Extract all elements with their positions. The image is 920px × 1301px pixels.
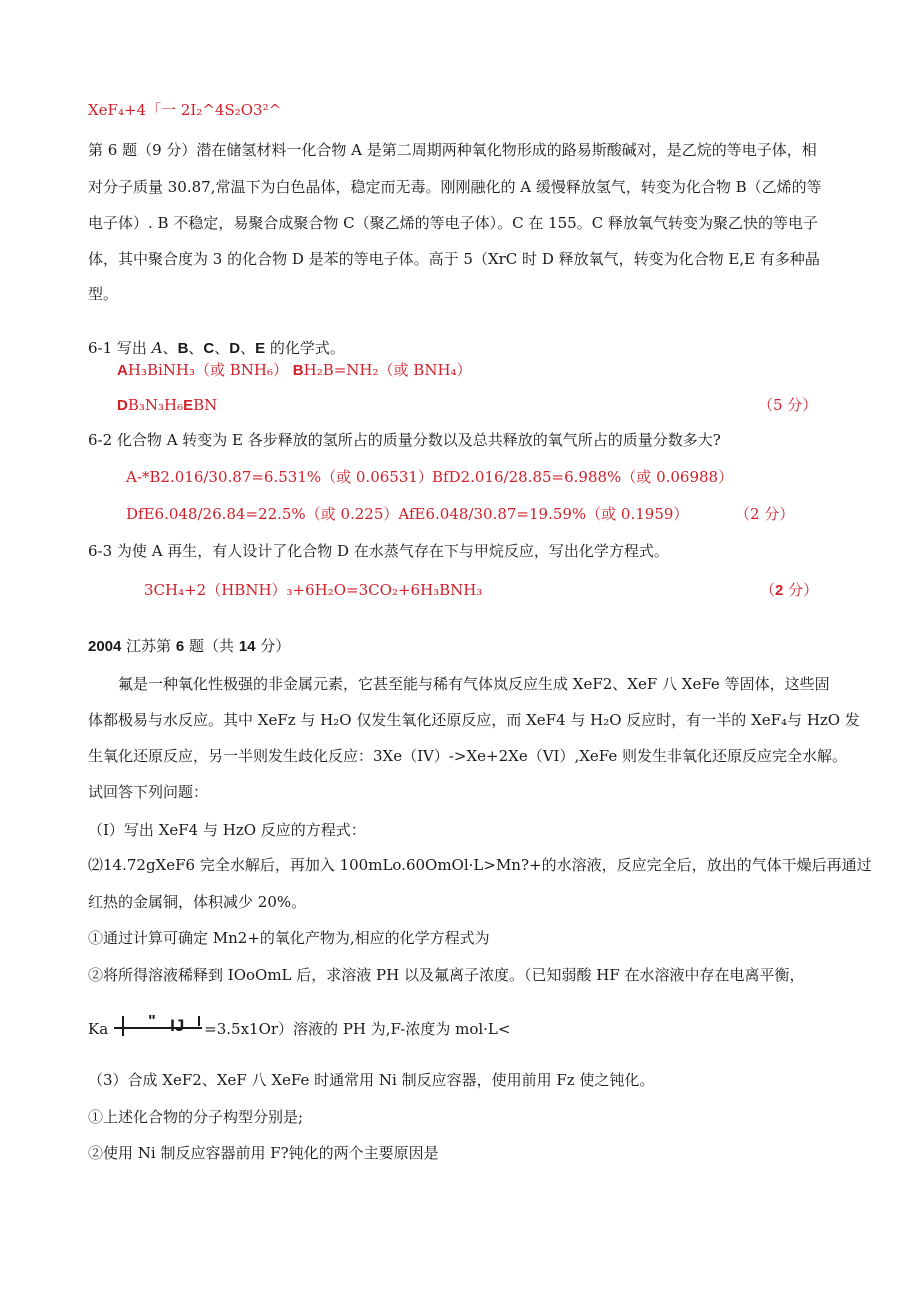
- text: 的化学式。: [265, 339, 345, 357]
- text: 电子体）. B 不稳定，易聚合成聚合物 C（聚乙烯的等电子体）。C 在 155。C 释放氧气转变为聚乙快的等电子: [88, 214, 818, 232]
- points: 14: [238, 638, 256, 655]
- text: 、: [240, 339, 256, 357]
- ka-expression-line: [88, 1013, 511, 1039]
- fraction-tick-right: [198, 1016, 200, 1026]
- question-6-3: [88, 541, 669, 561]
- text: A-*B2.016/30.87=6.531%（或 0.06531）: [126, 468, 433, 486]
- question-6-2: [88, 430, 721, 450]
- score-text: （: [760, 581, 776, 599]
- label-e: E: [255, 340, 266, 357]
- answer-6-3-equation: [144, 580, 482, 600]
- text: （3）合成 XeF2、XeF 八 XeFe 时通常用 Ni 制反应容器，使用前用 Fz 使之钝化。: [88, 1071, 655, 1089]
- text: 红热的金属铜，体积减少 20%。: [88, 893, 307, 911]
- question-6-1: [88, 338, 345, 359]
- label-b: B: [177, 340, 189, 357]
- part-2-sub-2: [88, 965, 805, 985]
- text: 体都极易与水反应。其中 XeFz 与 H₂O 仅发生氧化还原反应，而 XeF4 与 H₂O 反应时，有一半的 XeF₄与 HzO 发: [88, 711, 860, 729]
- question-6-paragraph-line-1: [88, 140, 817, 160]
- score-text: 分）: [783, 581, 819, 599]
- text: 生氧化还原反应，另一半则发生歧化反应：3Xe（IV）->Xe+2Xe（VI）,XeFe 则发生非氧化还原反应完全水解。: [88, 747, 848, 765]
- text: DfE6.048/26.84=22.5%（或 0.225）AfE6.048/30.87=19.59%（或 0.1959）: [126, 505, 689, 523]
- label-c: C: [203, 340, 215, 357]
- fluorine-paragraph-line-2: [88, 710, 860, 730]
- year: 2004: [88, 638, 122, 655]
- question-6-paragraph-line-4: [88, 249, 820, 269]
- fluorine-paragraph-line-4: [88, 782, 208, 802]
- score-6-2: [735, 504, 794, 524]
- text: 对分子质量 30.87,常温下为白色晶体，稳定而无毒。刚刚融化的 A 缓慢释放氢气，转变为化合物 B（乙烯的等: [88, 178, 822, 196]
- answer-6-2-b-to-d: [432, 467, 733, 487]
- text: 体，其中聚合度为 3 的化合物 D 是苯的等电子体。高于 5（XrC 时 D 释放氧气，转变为化合物 E,E 有多种晶: [88, 250, 820, 268]
- fluorine-paragraph-line-3: [88, 746, 847, 766]
- question-number: 6: [175, 638, 185, 655]
- text: 题（共: [184, 637, 239, 655]
- text: 第 6 题（9 分）潜在储氢材料一化合物 A 是第二周期两种氧化物形成的路易斯酸碱对，是乙烷的等电子体，相: [88, 141, 817, 159]
- text: 、: [162, 339, 178, 357]
- text: ①通过计算可确定 Mn2+的氧化产物为,相应的化学方程式为: [88, 929, 490, 947]
- score-6-3: [760, 580, 818, 601]
- text: 、: [188, 339, 204, 357]
- part-2-question-line-2: [88, 892, 306, 912]
- text: 6-1 写出: [88, 339, 152, 357]
- fluorine-paragraph-line-1: [118, 674, 830, 694]
- answer-6-2-line-2: [126, 504, 688, 524]
- text: BfD2.016/28.85=6.988%（或 0.06988）: [432, 468, 734, 486]
- formula-d: B₃N₃H₆: [127, 396, 184, 414]
- text: ①上述化合物的分子构型分别是;: [88, 1108, 304, 1126]
- answer-6-2-a-to-b: [126, 467, 433, 487]
- score-number: 2: [775, 582, 784, 599]
- part-3-sub-1: [88, 1107, 303, 1127]
- part-3-sub-2: [88, 1143, 439, 1163]
- label-d: D: [117, 397, 128, 414]
- fraction-bar: [114, 1027, 202, 1029]
- answer-equation-xef4: [88, 100, 281, 120]
- text: =3.5x1Or）溶液的 PH 为,F-浓度为 mol·L<: [204, 1020, 511, 1038]
- text: 6-2 化合物 A 转变为 E 各步释放的氢所占的质量分数以及总共释放的氧气所占的质量分数多大?: [88, 431, 721, 449]
- text: ②将所得溶液稀释到 IOoOmL 后，求溶液 PH 以及氟离子浓度。（已知弱酸 HF 在水溶液中存在电离平衡，: [88, 966, 805, 984]
- text: ⑵14.72gXeF6 完全水解后，再加入 100mLo.60OmOl·L>Mn?+的水溶液，反应完全后，放出的气体干燥后再通过: [88, 856, 872, 874]
- part-1-question: [88, 820, 366, 840]
- label-a: A: [151, 339, 163, 357]
- score-text: （2 分）: [735, 505, 795, 523]
- equation-text: XeF₄+4「一 2I₂^4S₂O3²^: [88, 101, 282, 119]
- text: 试回答下列问题：: [88, 783, 209, 801]
- text: 氟是一种氧化性极强的非金属元素，它甚至能与稀有气体岚反应生成 XeF2、XeF 八 XeFe 等固体，这些固: [118, 675, 830, 693]
- text: 、: [214, 339, 230, 357]
- score-text: （5 分）: [758, 396, 818, 414]
- answer-6-1-line-1: [117, 360, 472, 381]
- ka-label: Ka: [88, 1020, 109, 1038]
- part-2-question-line-1: [88, 855, 872, 875]
- text: 6-3 为使 A 再生，有人设计了化合物 D 在水蒸气存在下与甲烷反应，写出化学方程式。: [88, 542, 669, 560]
- part-3-question: [88, 1070, 654, 1090]
- answer-6-1-line-2: [117, 395, 217, 416]
- fraction-expression: [108, 1013, 204, 1038]
- fraction-glyph: IJ: [170, 1016, 185, 1035]
- text: 3CH₄+2（HBNH）₃+6H₂O=3CO₂+6H₃BNH₃: [144, 581, 483, 599]
- question-6-paragraph-line-2: [88, 177, 822, 197]
- label-b: B: [292, 362, 304, 379]
- label-a: A: [117, 362, 128, 379]
- question-6-paragraph-line-3: [88, 213, 818, 233]
- text: 江苏第: [121, 637, 176, 655]
- question-6-paragraph-line-5: [88, 284, 118, 304]
- formula-e: BN: [193, 396, 218, 414]
- fraction-quote: ": [148, 1013, 156, 1030]
- text: （I）写出 XeF4 与 HzO 反应的方程式：: [88, 821, 366, 839]
- text: 型。: [88, 285, 119, 303]
- fraction-tick: [122, 1016, 124, 1036]
- label-e: E: [183, 397, 194, 414]
- part-2-sub-1: [88, 928, 490, 948]
- section-heading-2004-jiangsu: [88, 636, 290, 657]
- formula-b: H₂B=NH₂（或 BNH₄）: [303, 361, 472, 379]
- score-6-1: [758, 395, 817, 415]
- text: 分）: [255, 637, 291, 655]
- text: ②使用 Ni 制反应容器前用 F?钝化的两个主要原因是: [88, 1144, 439, 1162]
- formula-a: H₃BiNH₃（或 BNH₆）: [127, 361, 288, 379]
- label-d: D: [229, 340, 241, 357]
